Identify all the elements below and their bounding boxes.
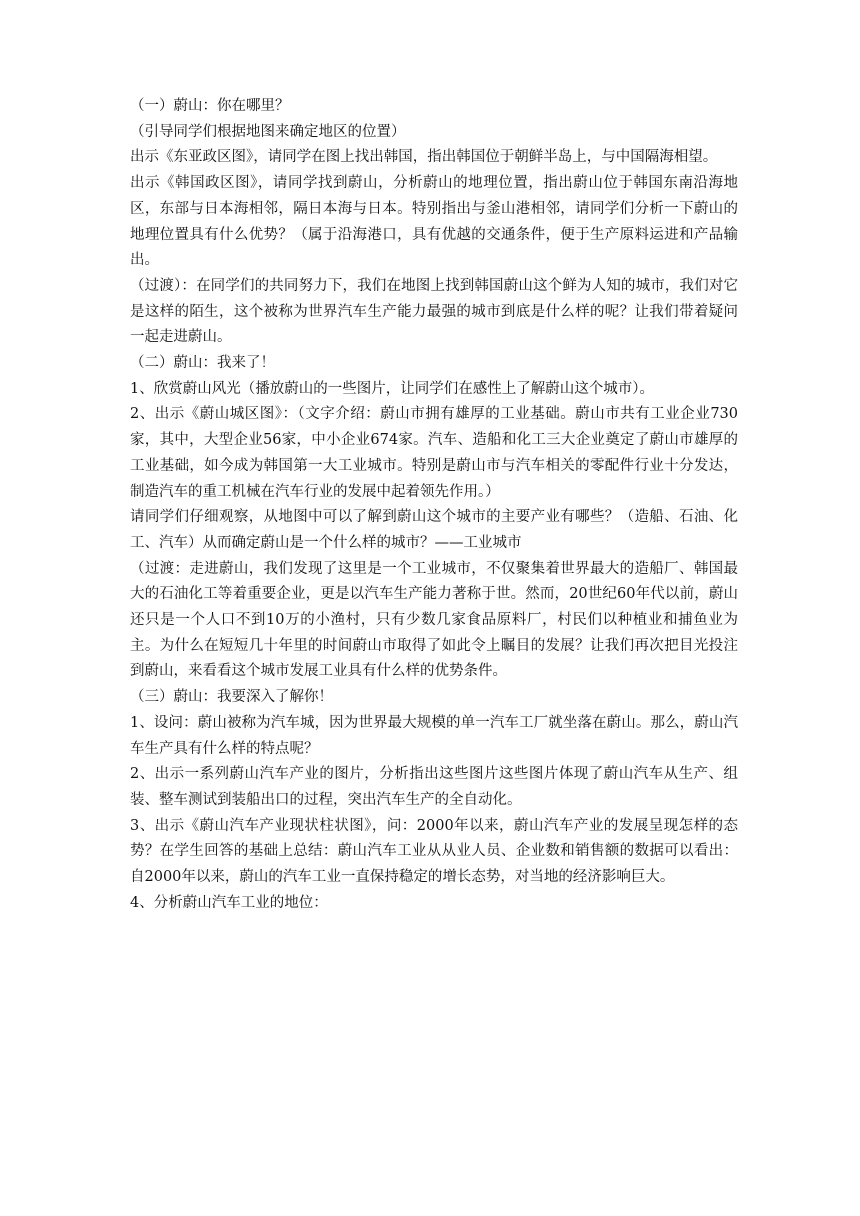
paragraph: 1、设问：蔚山被称为汽车城，因为世界最大规模的单一汽车工厂就坐落在蔚山。那么，蔚山汽车生产具有什么样的特点呢？ — [130, 714, 738, 757]
paragraph: （引导同学们根据地图来确定地区的位置） — [130, 123, 406, 140]
paragraph: （过渡：走进蔚山，我们发现了这里是一个工业城市，不仅聚集着世界最大的造船厂、韩国最大的石油化工等着重要企业，更是以汽车生产能力著称于世。然而，20世纪60年代以前，蔚山还只是一个人口不到10万的小渔村，只有少数几家食品原料厂，村民们以种植业和捕鱼业为主。为什么在短短几十年里的时间蔚山市取得了如此令上瞩目的发展？让我们再次把目光投注到蔚山，来看看这个城市发展工业具有什么样的优势条件。 — [130, 560, 738, 680]
paragraph: 2、出示《蔚山城区图》：（文字介绍：蔚山市拥有雄厚的工业基础。蔚山市共有工业企业730家，其中，大型企业56家，中小企业674家。汽车、造船和化工三大企业奠定了蔚山市雄厚的工业基础，如今成为韩国第一大工业城市。特别是蔚山市与汽车相关的零配件行业十分发达，制造汽车的重工机械在汽车行业的发展中起着领先作用。） — [130, 406, 738, 500]
paragraph: 请同学们仔细观察，从地图中可以了解到蔚山这个城市的主要产业有哪些？（造船、石油、化工、汽车）从而确定蔚山是一个什么样的城市？——工业城市 — [130, 509, 738, 551]
paragraph: 出示《韩国政区图》，请同学找到蔚山，分析蔚山的地理位置，指出蔚山位于韩国东南沿海地区，东部与日本海相邻，隔日本海与日本。特别指出与釜山港相邻，请同学们分析一下蔚山的地理位置具有什么优势？（属于沿海港口，具有优越的交通条件，便于生产原料运进和产品输出。 — [130, 175, 738, 269]
paragraph: 4、分析蔚山汽车工业的地位： — [130, 894, 328, 911]
paragraph: （过渡）：在同学们的共同努力下，我们在地图上找到韩国蔚山这个鲜为人知的城市，我们对它是这样的陌生，这个被称为世界汽车生产能力最强的城市到底是什么样的呢？让我们带着疑问一起走进蔚山。 — [130, 277, 738, 346]
document-body — [130, 94, 738, 917]
section-heading-3: （三）蔚山：我要深入了解你！ — [130, 689, 333, 706]
paragraph: 2、出示一系列蔚山汽车产业的图片，分析指出这些图片这些图片体现了蔚山汽车从生产、组装、整车测试到装船出口的过程，突出汽车生产的全自动化。 — [130, 766, 738, 808]
section-heading-1: （一）蔚山：你在哪里？ — [130, 98, 290, 114]
paragraph: 3、出示《蔚山汽车产业现状柱状图》，问：2000年以来，蔚山汽车产业的发展呈现怎样的态势？在学生回答的基础上总结：蔚山汽车工业从从业人员、企业数和销售额的数据可以看出：自2000年以来，蔚山的汽车工业一直保持稳定的增长态势，对当地的经济影响巨大。 — [130, 817, 738, 886]
paragraph: 出示《东亚政区图》，请同学在图上找出韩国，指出韩国位于朝鲜半岛上，与中国隔海相望。 — [130, 149, 718, 166]
paragraph: 1、欣赏蔚山风光（播放蔚山的一些图片，让同学们在感性上了解蔚山这个城市）。 — [130, 380, 654, 397]
section-heading-2: （二）蔚山：我来了！ — [130, 355, 275, 372]
